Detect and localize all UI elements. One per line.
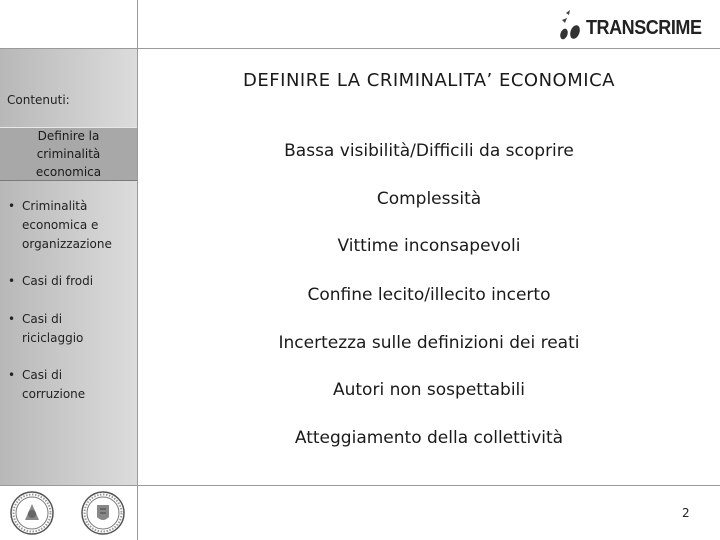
sidebar-item-label: Casi di frodi: [22, 274, 94, 288]
content-item: Bassa visibilità/Difficili da scoprire: [284, 141, 574, 161]
sidebar-item-corruzione[interactable]: [8, 366, 133, 404]
sidebar-item-label: Casi di riciclaggio: [22, 312, 84, 345]
contents-label: Contenuti:: [7, 93, 70, 107]
university-seal-icon: [9, 490, 55, 536]
bullet: •: [8, 199, 16, 213]
bullet: •: [8, 274, 16, 288]
footer-divider: [0, 485, 720, 486]
content-item: Atteggiamento della collettività: [294, 428, 564, 448]
content-item: Autori non sospettabili: [332, 380, 525, 400]
sidebar-item-riciclaggio[interactable]: [8, 310, 133, 348]
sidebar-item-criminalita-organizzazione[interactable]: [8, 197, 133, 254]
transcrime-logo: [556, 10, 714, 46]
sidebar-item-frodi[interactable]: [8, 272, 133, 291]
slide-title: DEFINIRE LA CRIMINALITA’ ECONOMICA: [243, 70, 615, 91]
content-item: Incertezza sulle definizioni dei reati: [278, 333, 580, 353]
logo-text: TRANSCRIME: [586, 17, 702, 39]
content-item: Complessità: [376, 189, 482, 209]
header-divider-vertical: [137, 0, 138, 49]
content-item: Confine lecito/illecito incerto: [307, 285, 551, 305]
sidebar-item-label: Casi di corruzione: [22, 368, 86, 401]
sidebar: [0, 49, 138, 485]
bullet: •: [8, 368, 16, 382]
page-number: 2: [682, 506, 690, 520]
bullet: •: [8, 312, 16, 326]
sidebar-current-section[interactable]: [0, 127, 137, 181]
sidebar-item-label: Criminalità economica e organizzazione: [22, 199, 112, 251]
university-seal-icon: [80, 490, 126, 536]
footer-divider-vertical: [137, 485, 138, 540]
transcrime-mark-icon: [556, 10, 586, 46]
content-item: Vittime inconsapevoli: [337, 236, 521, 256]
sidebar-current-label: Definire la criminalità economica: [35, 129, 102, 179]
